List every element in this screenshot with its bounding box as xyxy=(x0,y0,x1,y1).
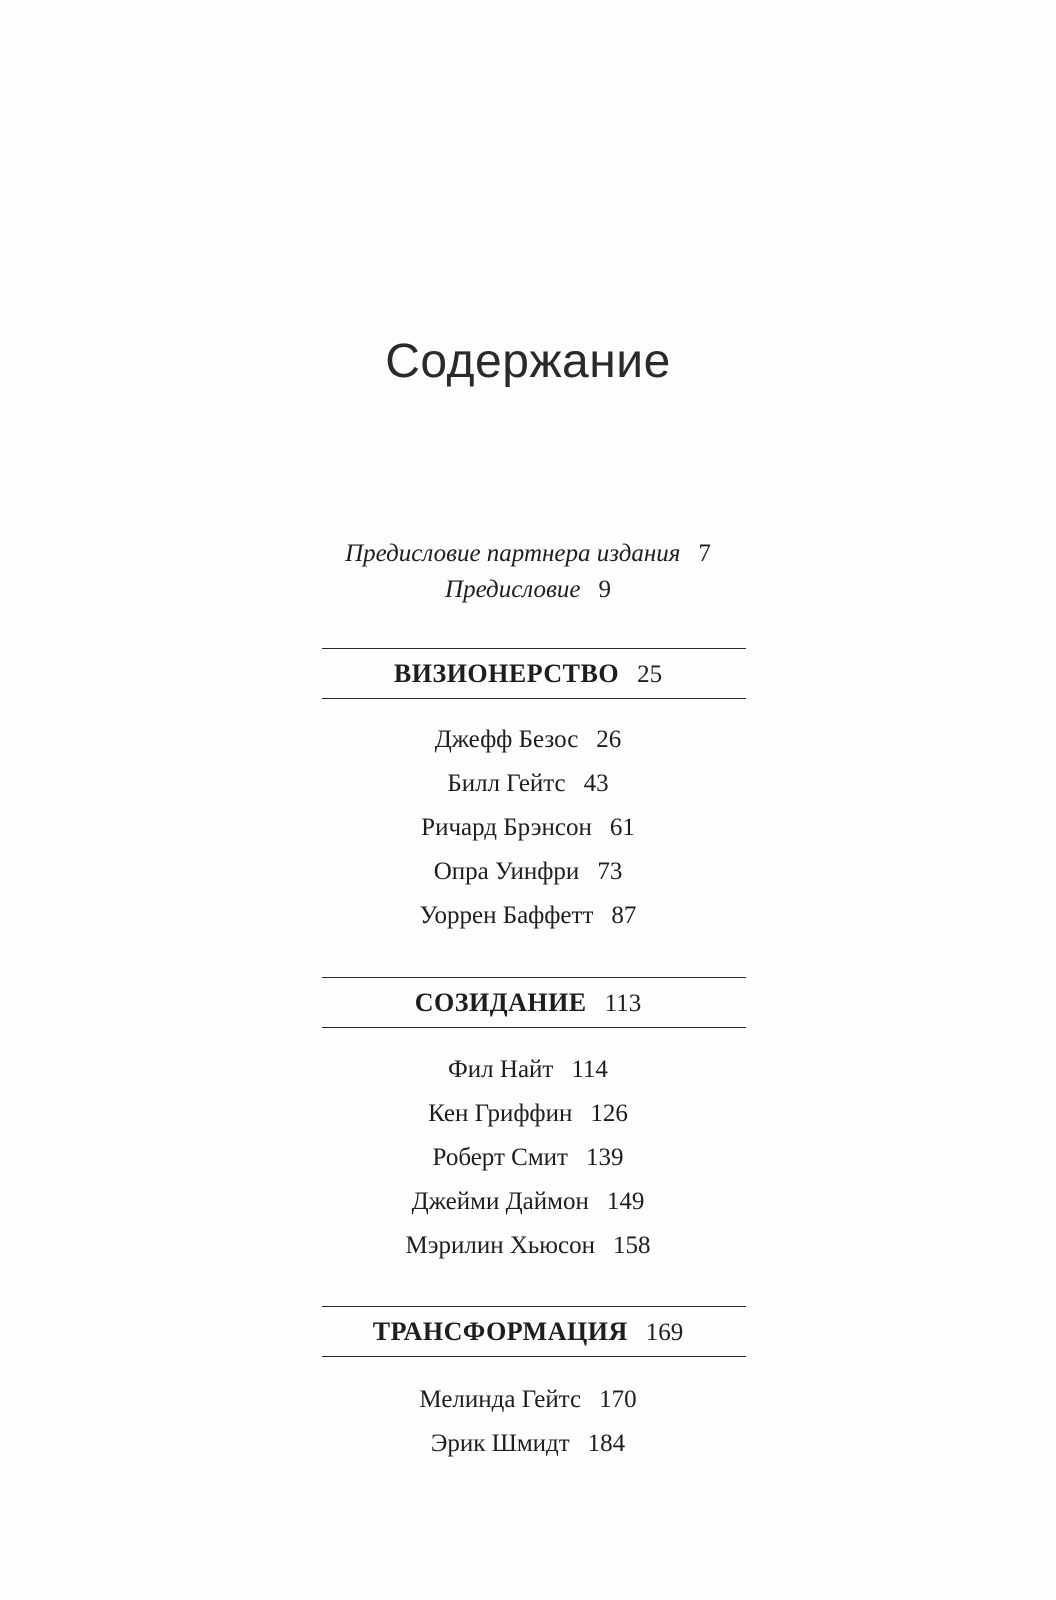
toc-entry[interactable] xyxy=(0,1384,1056,1416)
toc-entry-label: Опра Уинфри xyxy=(433,858,580,885)
section-rule-bottom xyxy=(322,698,746,699)
toc-entry-page: 61 xyxy=(609,814,635,841)
toc-entry-label: Джейми Даймон xyxy=(411,1188,589,1215)
toc-entry-page: 26 xyxy=(596,726,622,753)
toc-entry-label: Кен Гриффин xyxy=(428,1100,573,1127)
toc-entry-label: Ричард Брэнсон xyxy=(421,814,592,841)
toc-section-creation[interactable] xyxy=(0,987,1056,1020)
section-page: 25 xyxy=(637,661,663,688)
section-rule-top xyxy=(322,648,746,649)
section-title: СОЗИДАНИЕ xyxy=(414,988,587,1017)
toc-entry-page: 139 xyxy=(585,1144,624,1171)
toc-entry-page: 158 xyxy=(612,1232,651,1259)
toc-entry-page: 184 xyxy=(587,1430,626,1457)
toc-entry-preface[interactable] xyxy=(0,574,1056,606)
page-title: Содержание xyxy=(385,335,671,388)
toc-entry-label: Джефф Безос xyxy=(434,726,579,753)
toc-entry-label: Мэрилин Хьюсон xyxy=(405,1232,595,1259)
toc-entry-page: 114 xyxy=(571,1056,608,1083)
toc-entry-partner-preface[interactable] xyxy=(0,538,1056,570)
toc-entry[interactable] xyxy=(0,900,1056,932)
toc-entry-page: 73 xyxy=(597,858,623,885)
toc-entry-label: Эрик Шмидт xyxy=(430,1430,570,1457)
toc-entry-page: 126 xyxy=(590,1100,628,1127)
toc-entry-page: 149 xyxy=(606,1188,645,1215)
toc-entry-label: Фил Найт xyxy=(448,1056,554,1083)
toc-entry-label: Мелинда Гейтс xyxy=(419,1386,582,1413)
section-rule-bottom xyxy=(322,1356,746,1357)
toc-section-visionary[interactable] xyxy=(0,658,1056,691)
toc-entry-page: 7 xyxy=(698,540,711,567)
toc-entry[interactable] xyxy=(0,856,1056,888)
toc-entry-page: 87 xyxy=(611,902,637,929)
section-title: ТРАНСФОРМАЦИЯ xyxy=(372,1317,628,1346)
toc-entry-label: Предисловие xyxy=(445,576,581,603)
toc-entry[interactable] xyxy=(0,1230,1056,1262)
toc-entry-label: Билл Гейтс xyxy=(447,770,566,797)
toc-entry-page: 9 xyxy=(598,576,611,603)
toc-entry[interactable] xyxy=(0,724,1056,756)
toc-entry[interactable] xyxy=(0,1098,1056,1130)
toc-entry[interactable] xyxy=(0,1142,1056,1174)
toc-entry[interactable] xyxy=(0,1428,1056,1460)
toc-entry-page: 170 xyxy=(599,1386,637,1413)
section-page: 113 xyxy=(604,990,642,1017)
toc-section-transformation[interactable] xyxy=(0,1316,1056,1349)
toc-entry-label: Роберт Смит xyxy=(432,1144,568,1171)
toc-entry-page: 43 xyxy=(583,770,609,797)
section-page: 169 xyxy=(645,1319,684,1346)
toc-entry-label: Уоррен Баффетт xyxy=(419,902,594,929)
toc-entry[interactable] xyxy=(0,1054,1056,1086)
section-rule-bottom xyxy=(322,1027,746,1028)
toc-entry-label: Предисловие партнера издания xyxy=(345,540,681,567)
toc-entry[interactable] xyxy=(0,768,1056,800)
section-rule-top xyxy=(322,1306,746,1307)
section-rule-top xyxy=(322,977,746,978)
section-title: ВИЗИОНЕРСТВО xyxy=(393,659,620,688)
toc-entry[interactable] xyxy=(0,1186,1056,1218)
toc-entry[interactable] xyxy=(0,812,1056,844)
